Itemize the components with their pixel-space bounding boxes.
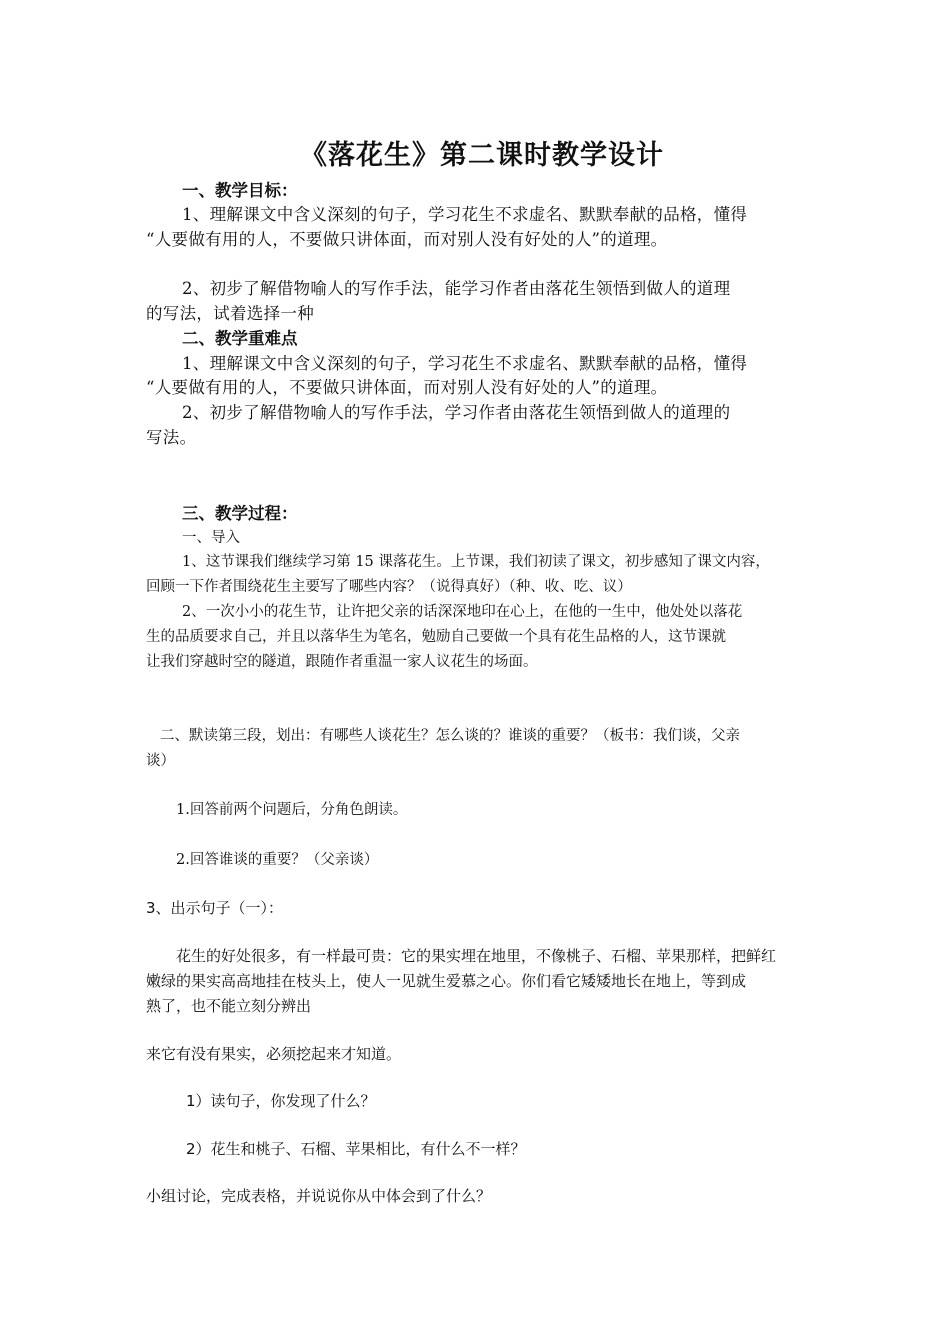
heading-teaching-process: 三、教学过程： [182,504,298,523]
subheading-silent-reading-line-2: 谈） [146,753,175,769]
point-2-line-1: 2、初步了解借物喻人的写作手法，学习作者由落花生领悟到做人的道理的 [182,403,731,422]
quote-line-1: 花生的好处很多，有一样最可贵：它的果实埋在地里，不像桃子、石榴、苹果那样，把鲜红 [176,947,777,965]
intro-para-2-line-1: 2、一次小小的花生节，让许把父亲的话深深地印在心上，在他的一生中，他处处以落花 [182,604,743,620]
intro-para-1-line-1: 1、这节课我们继续学习第 15 课落花生。上节课，我们初读了课文，初步感知了课文内容， [182,554,770,570]
quote-line-3: 熟了，也不能立刻分辨出 [146,997,312,1015]
reading-question-1: 1）读句子，你发现了什么？ [186,1092,376,1110]
subheading-introduction: 一、导入 [182,530,240,546]
goal-2-line-1: 2、初步了解借物喻人的写作手法，能学习作者由落花生领悟到做人的道理 [182,279,731,298]
goal-1-line-2: “人要做有用的人，不要做只讲体面，而对别人没有好处的人”的道理。 [146,230,668,249]
show-sentence-label: 3、出示句子（一）： [146,899,284,917]
group-discussion: 小组讨论，完成表格，并说说你从中体会到了什么？ [146,1187,492,1205]
question-2: 2.回答谁谈的重要？（父亲谈） [176,852,379,868]
goal-2-line-2: 的写法，试着选择一种 [146,304,314,323]
point-1-line-2: “人要做有用的人，不要做只讲体面，而对别人没有好处的人”的道理。 [146,378,668,397]
quote-continuation: 来它有没有果实，必须挖起来才知道。 [146,1045,402,1063]
point-2-line-2: 写法。 [146,428,197,447]
question-1: 1.回答前两个问题后，分角色朗读。 [176,802,408,818]
intro-para-2-line-3: 让我们穿越时空的隧道，跟随作者重温一家人议花生的场面。 [146,654,538,670]
intro-para-2-line-2: 生的品质要求自己，并且以落华生为笔名，勉励自己要做一个具有花生品格的人，这节课就 [146,629,726,645]
heading-key-points: 二、教学重难点 [182,329,298,348]
goal-1-line-1: 1、理解课文中含义深刻的句子，学习花生不求虚名、默默奉献的品格，懂得 [182,205,748,224]
subheading-silent-reading-line-1: 二、默读第三段，划出：有哪些人谈花生？怎么谈的？谁谈的重要？（板书：我们谈，父亲 [160,728,740,744]
point-1-line-1: 1、理解课文中含义深刻的句子，学习花生不求虚名、默默奉献的品格，懂得 [182,354,748,373]
reading-question-2: 2）花生和桃子、石榴、苹果相比，有什么不一样？ [186,1140,526,1158]
heading-teaching-goals: 一、教学目标： [182,181,298,200]
intro-para-1-line-2: 回顾一下作者围绕花生主要写了哪些内容？（说得真好）（种、收、吃、议） [146,579,632,595]
page-title: 《落花生》第二课时教学设计 [300,140,664,171]
quote-line-2: 嫩绿的果实高高地挂在枝头上，使人一见就生爱慕之心。你们看它矮矮地长在地上，等到成 [146,972,747,990]
